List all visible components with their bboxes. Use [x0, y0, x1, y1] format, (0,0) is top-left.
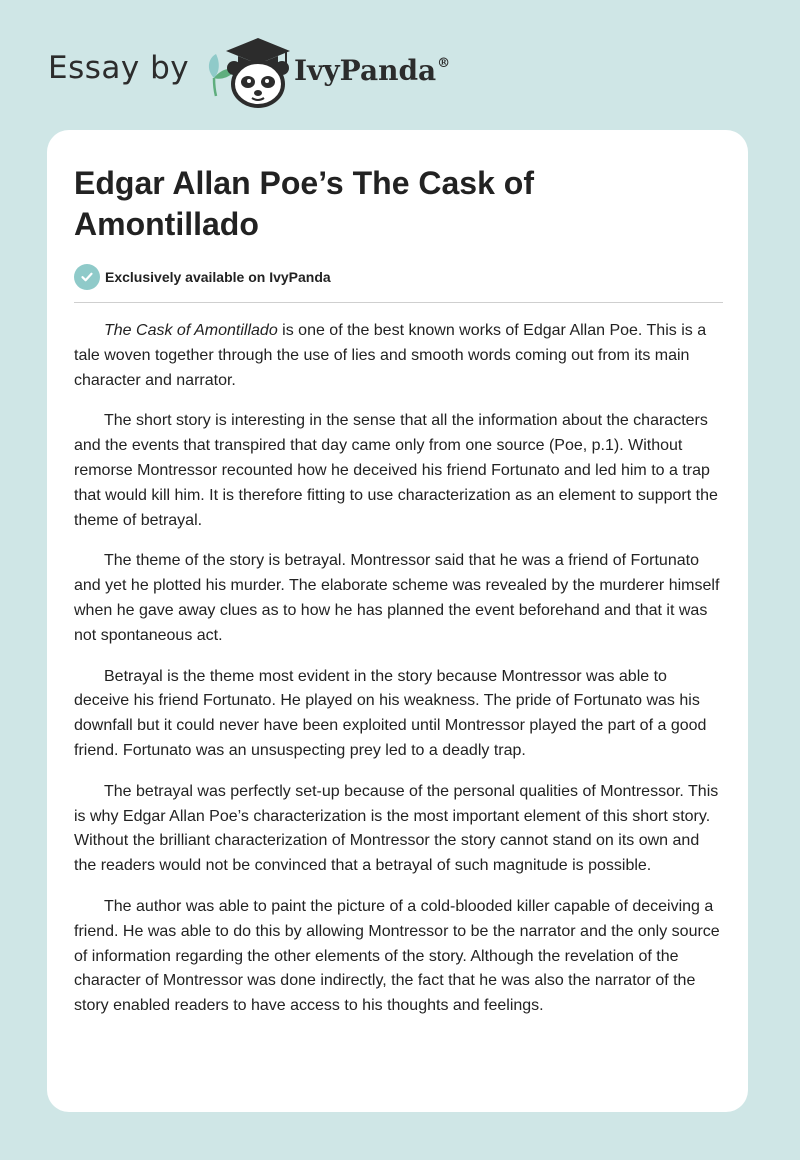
panda-logo-icon[interactable] [200, 34, 296, 110]
essay-by-label: Essay by [48, 50, 190, 86]
badge-label: Exclusively available on IvyPanda [105, 269, 331, 285]
exclusive-badge [74, 264, 331, 290]
brand-name[interactable]: IvyPanda® [294, 54, 451, 87]
title-divider [74, 302, 723, 303]
registered-mark: ® [437, 56, 451, 71]
site-header [48, 34, 508, 114]
essay-title: Edgar Allan Poe’s The Cask of Amontillado [74, 165, 534, 242]
paragraph: The betrayal was perfectly set-up because of the personal qualities of Montressor. This is why Edgar Allan Poe’s characterization is the most important element of this short story. Without the brilliant characterization of Montressor the story cannot stand on its own and the readers would not be convinced that a betrayal of such magnitude is possible. [74, 782, 719, 875]
italic-work-title: The Cask of Amontillado [104, 322, 278, 339]
paragraph: Betrayal is the theme most evident in the story because Montressor was able to deceive his friend Fortunato. He played on his weakness. The pride of Fortunato was his downfall but it could never have been exploited until Montressor played the part of a good friend. Fortunato was an unsuspecting prey led to a deadly trap. [74, 667, 707, 759]
check-circle-icon [74, 264, 100, 290]
paragraph: The short story is interesting in the sense that all the information about the characters and the events that transpired that day came only from one source (Poe, p.1). Without remorse Montressor recounted how he deceived his friend Fortunato and led him to a trap that would kill him. It is therefore fitting to use characterization as an element to support the theme of betrayal. [74, 412, 718, 529]
paragraph: The author was able to paint the picture of a cold-blooded killer capable of deceiving a friend. He was able to do this by allowing Montressor to be the narrator and the only source of information regarding the other elements of the story. Although the revelation of the character of Montressor was done indirectly, the fact that he was also the narrator of the story enabled readers to have access to his thoughts and feelings. [74, 897, 720, 1015]
essay-body [74, 319, 724, 1035]
paragraph: The Cask of Amontillado is one of the best known works of Edgar Allan Poe. This is a tale woven together through the use of lies and smooth words coming out from its main character and narrator. [74, 322, 707, 389]
essay-card [47, 130, 748, 1112]
paragraph: The theme of the story is betrayal. Montressor said that he was a friend of Fortunato and yet he plotted his murder. The elaborate scheme was revealed by the murderer himself when he gave away clues as to how he has planned the event beforehand and that it was not spontaneous act. [74, 552, 720, 644]
